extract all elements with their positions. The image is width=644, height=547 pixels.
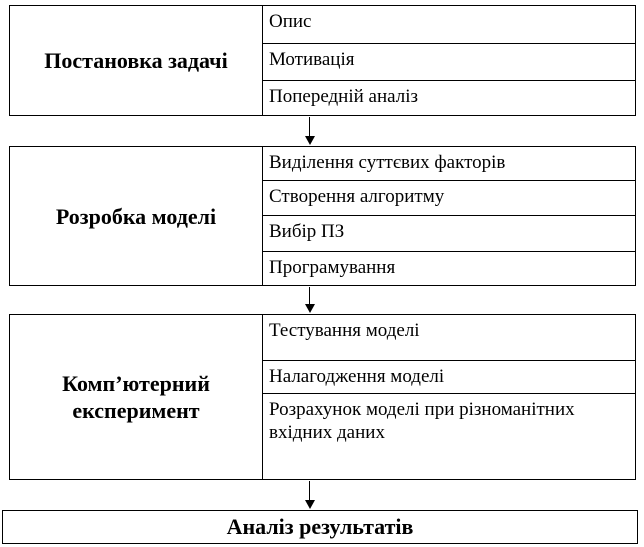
stage-block-problem-statement	[9, 5, 636, 116]
step-item: Виділення суттєвих факторів	[263, 147, 635, 181]
step-item: Попередній аналіз	[269, 86, 419, 107]
stage-title: Постановка задачі	[10, 6, 263, 115]
step-item: Створення алгоритму	[263, 181, 635, 216]
stage-steps	[263, 147, 635, 285]
step-item: Розрахунок моделі при різноманітних вхідних даних	[269, 399, 575, 443]
step-item: Вибір ПЗ	[263, 216, 635, 252]
stage-title: Розробка моделі	[10, 147, 263, 285]
stage-block-model-development	[9, 146, 636, 286]
stage-steps	[263, 315, 635, 479]
stage-block-computer-experiment	[9, 314, 636, 480]
flow-arrow	[303, 287, 317, 314]
result-box: Аналіз результатів	[2, 510, 638, 544]
step-item: Опис	[263, 6, 635, 44]
flow-arrow	[303, 117, 317, 146]
step-item: Програмування	[269, 257, 396, 278]
stage-steps	[263, 6, 635, 115]
step-item: Налагодження моделі	[263, 361, 635, 394]
stage-title: Комп’ютерний експеримент	[10, 315, 263, 479]
flow-arrow	[303, 481, 317, 510]
step-item: Мотивація	[263, 44, 635, 81]
step-item: Тестування моделі	[263, 315, 635, 361]
